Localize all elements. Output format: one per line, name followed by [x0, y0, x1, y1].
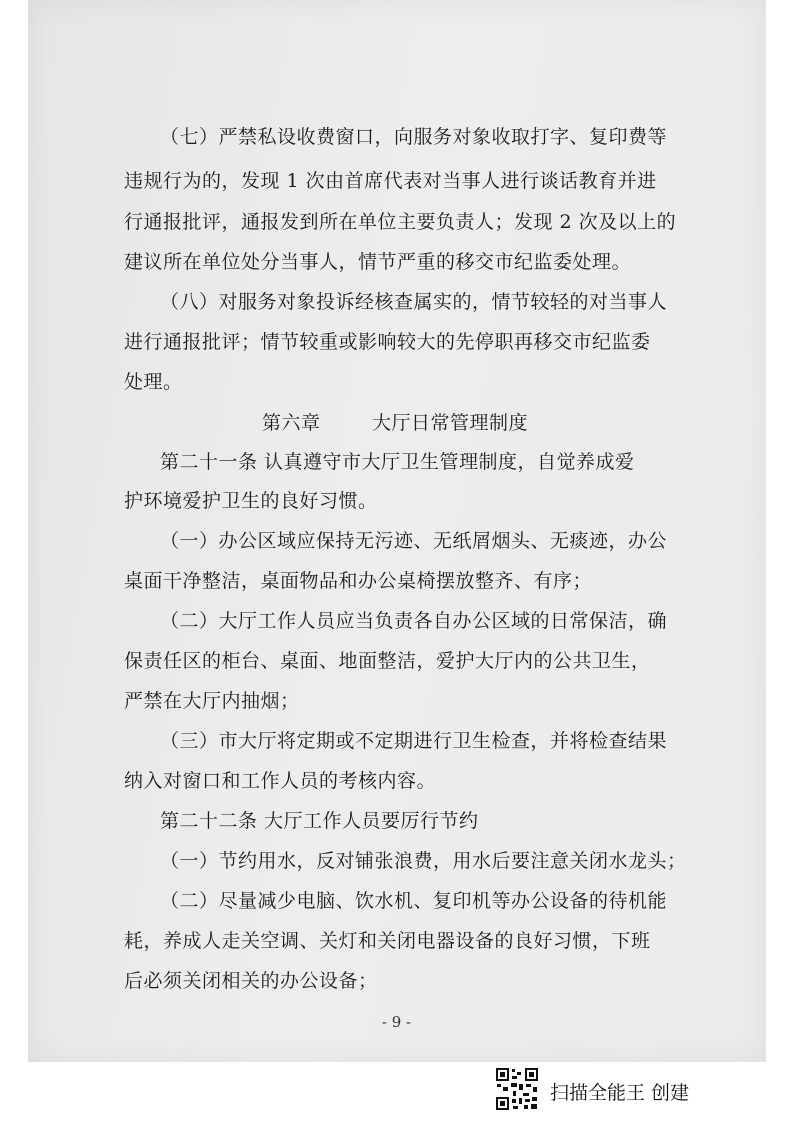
scanner-label: 扫描全能王 创建	[550, 1082, 690, 1104]
qr-code-icon	[494, 1066, 540, 1112]
chapter-number: 第六章	[262, 412, 321, 434]
chapter-title: 大厅日常管理制度	[372, 412, 529, 434]
document-page: （七）严禁私设收费窗口，向服务对象收取打字、复印费等 违规行为的，发现 1 次由首席代表对当事人进行谈话教育并进 行通报批评，通报发到所在单位主要负责人；发现 2 次及以上的 建议所在单位处分当事人，情节严重的移交市纪监委处理。 （八）对服务对象投诉经核查属实的，情节较轻的对当事人 进行通报批评；情节较重或影响较大的先停职再移交市纪监委 处理。 第六章 大厅日常管理制度 第二十一条 认真遵守市大厅卫生管理制度，自觉养成爱 护环境爱护卫生的良好习惯。 （一）办公区域应保持无污迹、无纸屑烟头、无痰迹，办公 桌面干净整洁，桌面物品和办公桌椅摆放整齐、有序； （二）大厅工作人员应当负责各自办公区域的日常保洁，确 保责任区的柜台、桌面、地面整洁，爱护大厅内的公共卫生， 严禁在大厅内抽烟； （三）市大厅将定期或不定期进行卫生检查，并将检查结果 纳入对窗口和工作人员的考核内容。 第二十二条 大厅工作人员要厉行节约 （一）节约用水，反对铺张浪费，用水后要注意关闭水龙头； （二）尽量减少电脑、饮水机、复印机等办公设备的待机能 耗，养成人走关空调、关灯和关闭电器设备的良好习惯，下班 后必须关闭相关的办公设备； - 9 -	[0, 0, 793, 1062]
scanner-watermark	[494, 1066, 754, 1112]
page-number: - 9 -	[381, 1013, 412, 1031]
